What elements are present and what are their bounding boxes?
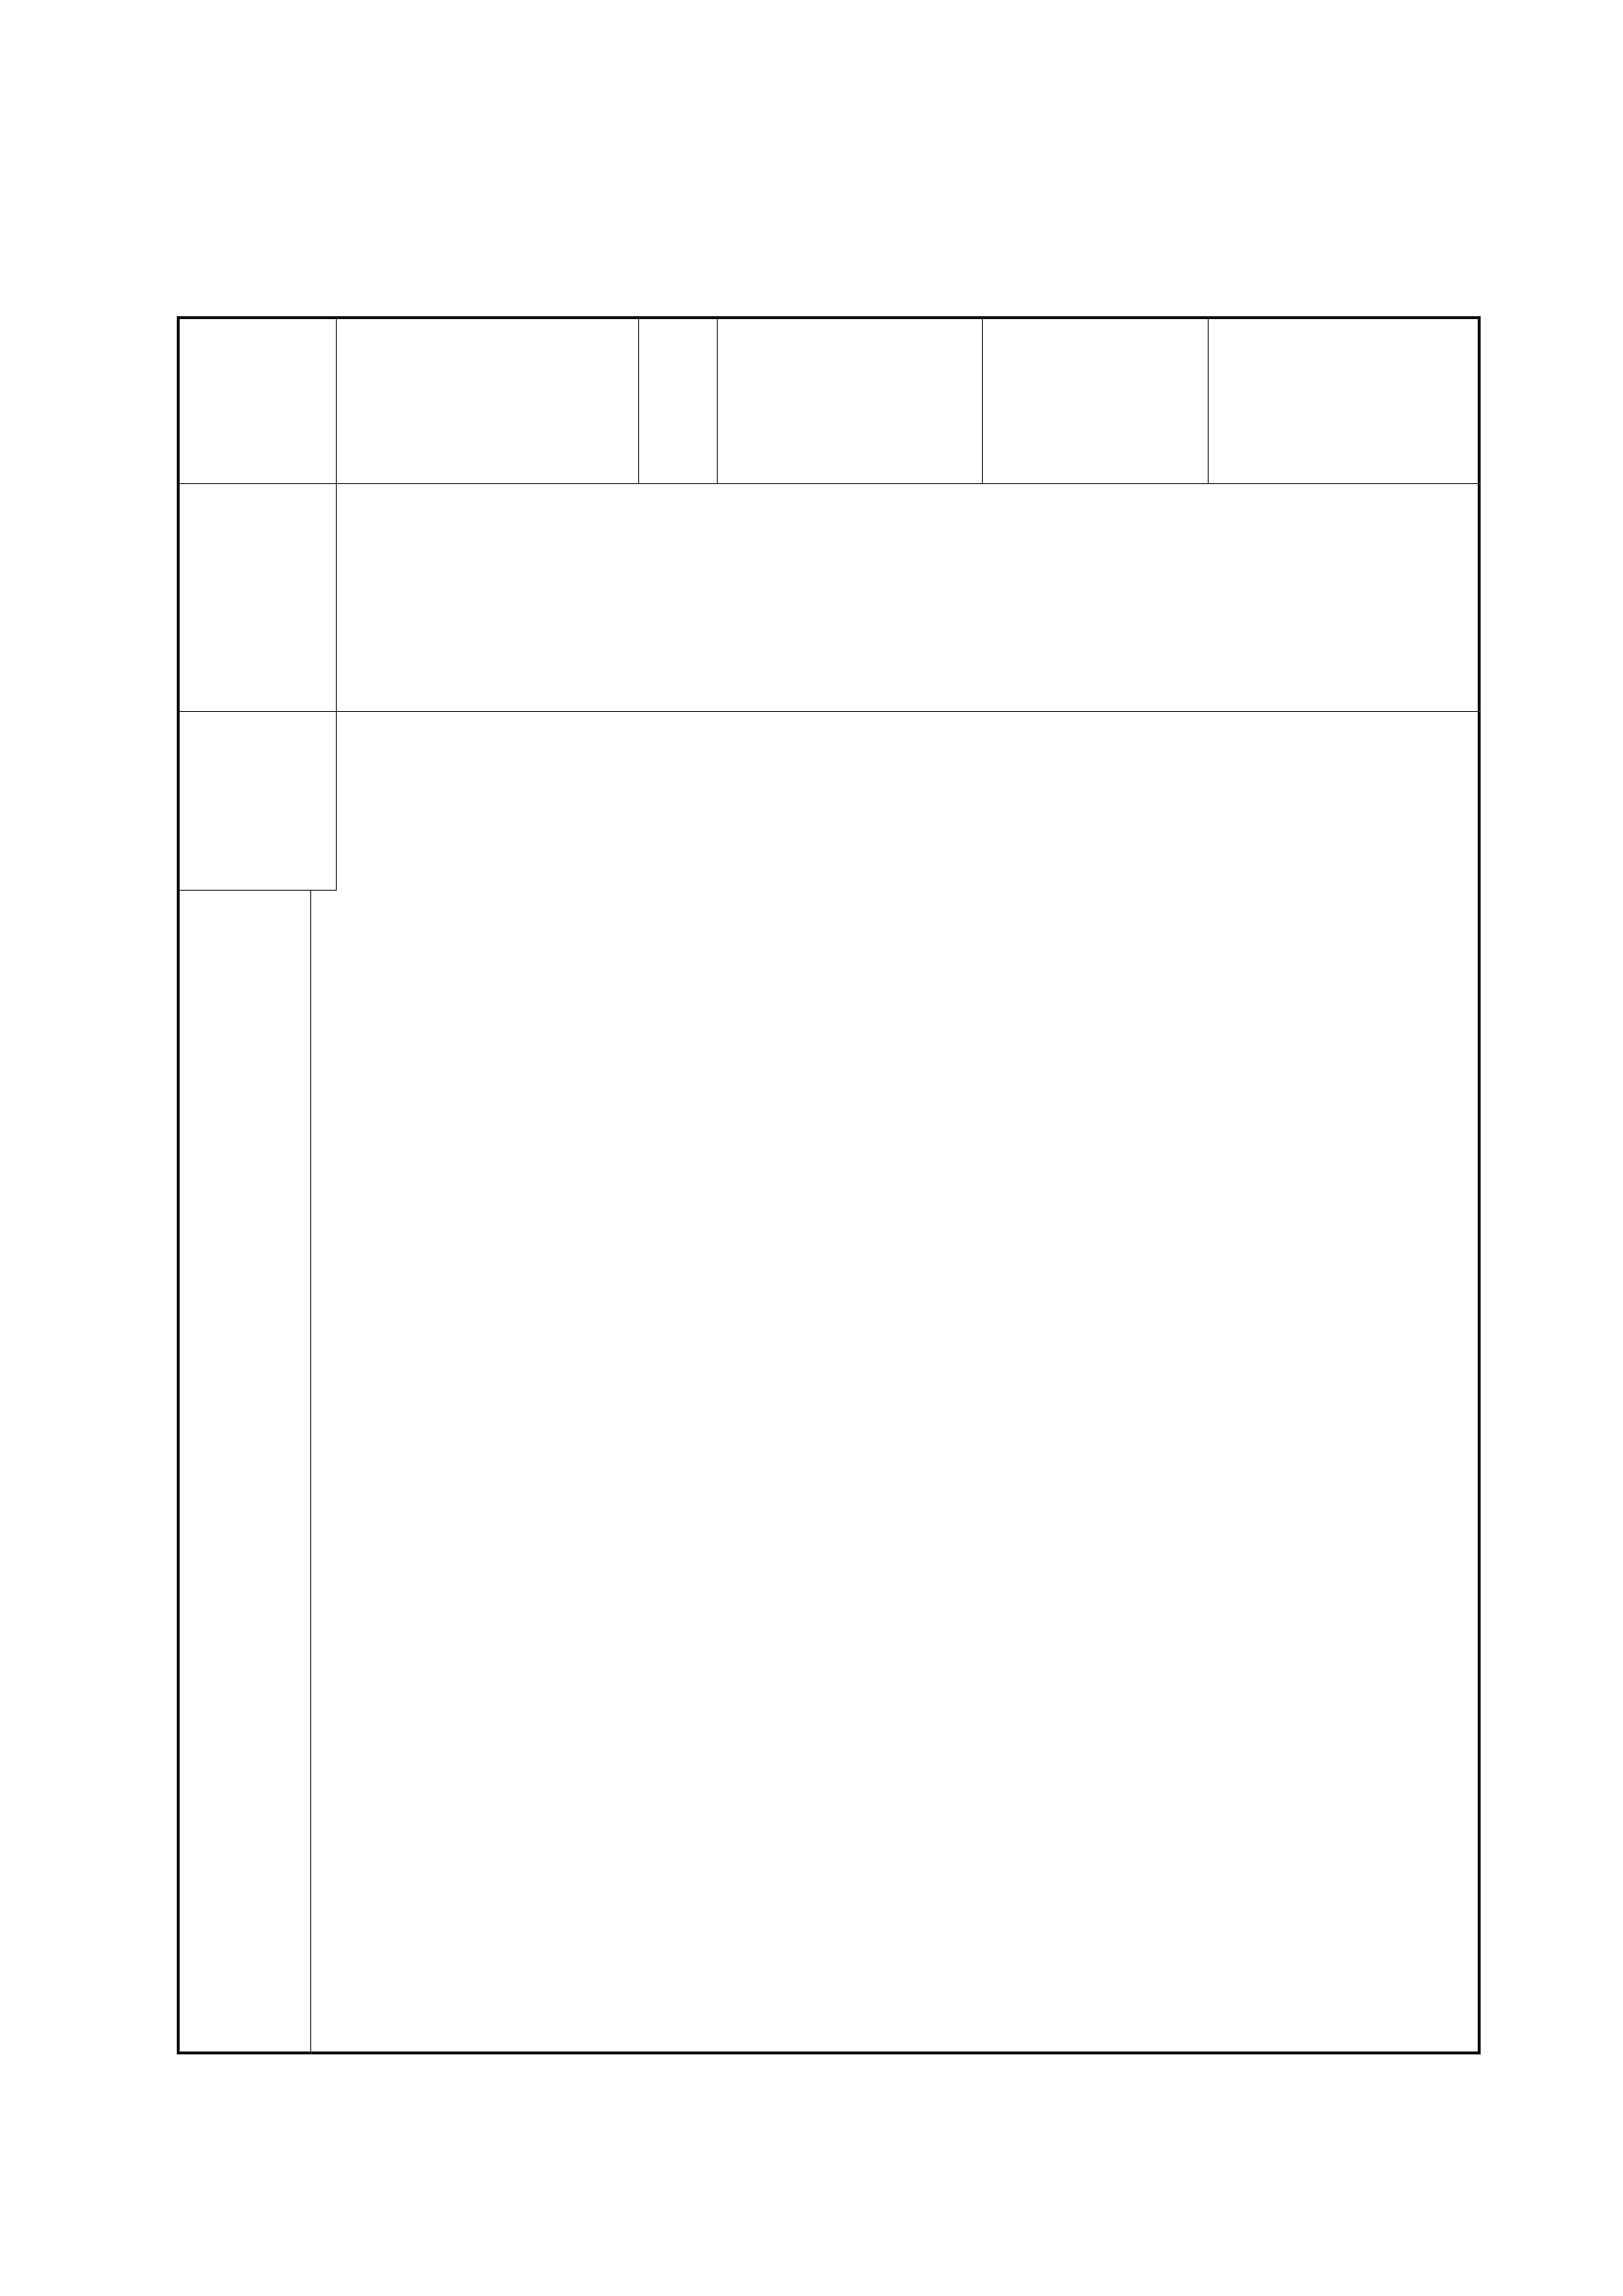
class-schedule — [718, 319, 983, 484]
instructor-label — [983, 319, 1209, 484]
overview-label — [180, 484, 337, 712]
course-name — [337, 319, 639, 484]
course-label — [180, 319, 337, 484]
class-time-label — [639, 319, 718, 484]
overview-content — [337, 484, 1481, 712]
lecture-plan-table — [177, 316, 1481, 2054]
plan-label — [180, 891, 311, 2054]
instructor-name — [1209, 319, 1481, 484]
textbooks-label — [180, 712, 337, 891]
